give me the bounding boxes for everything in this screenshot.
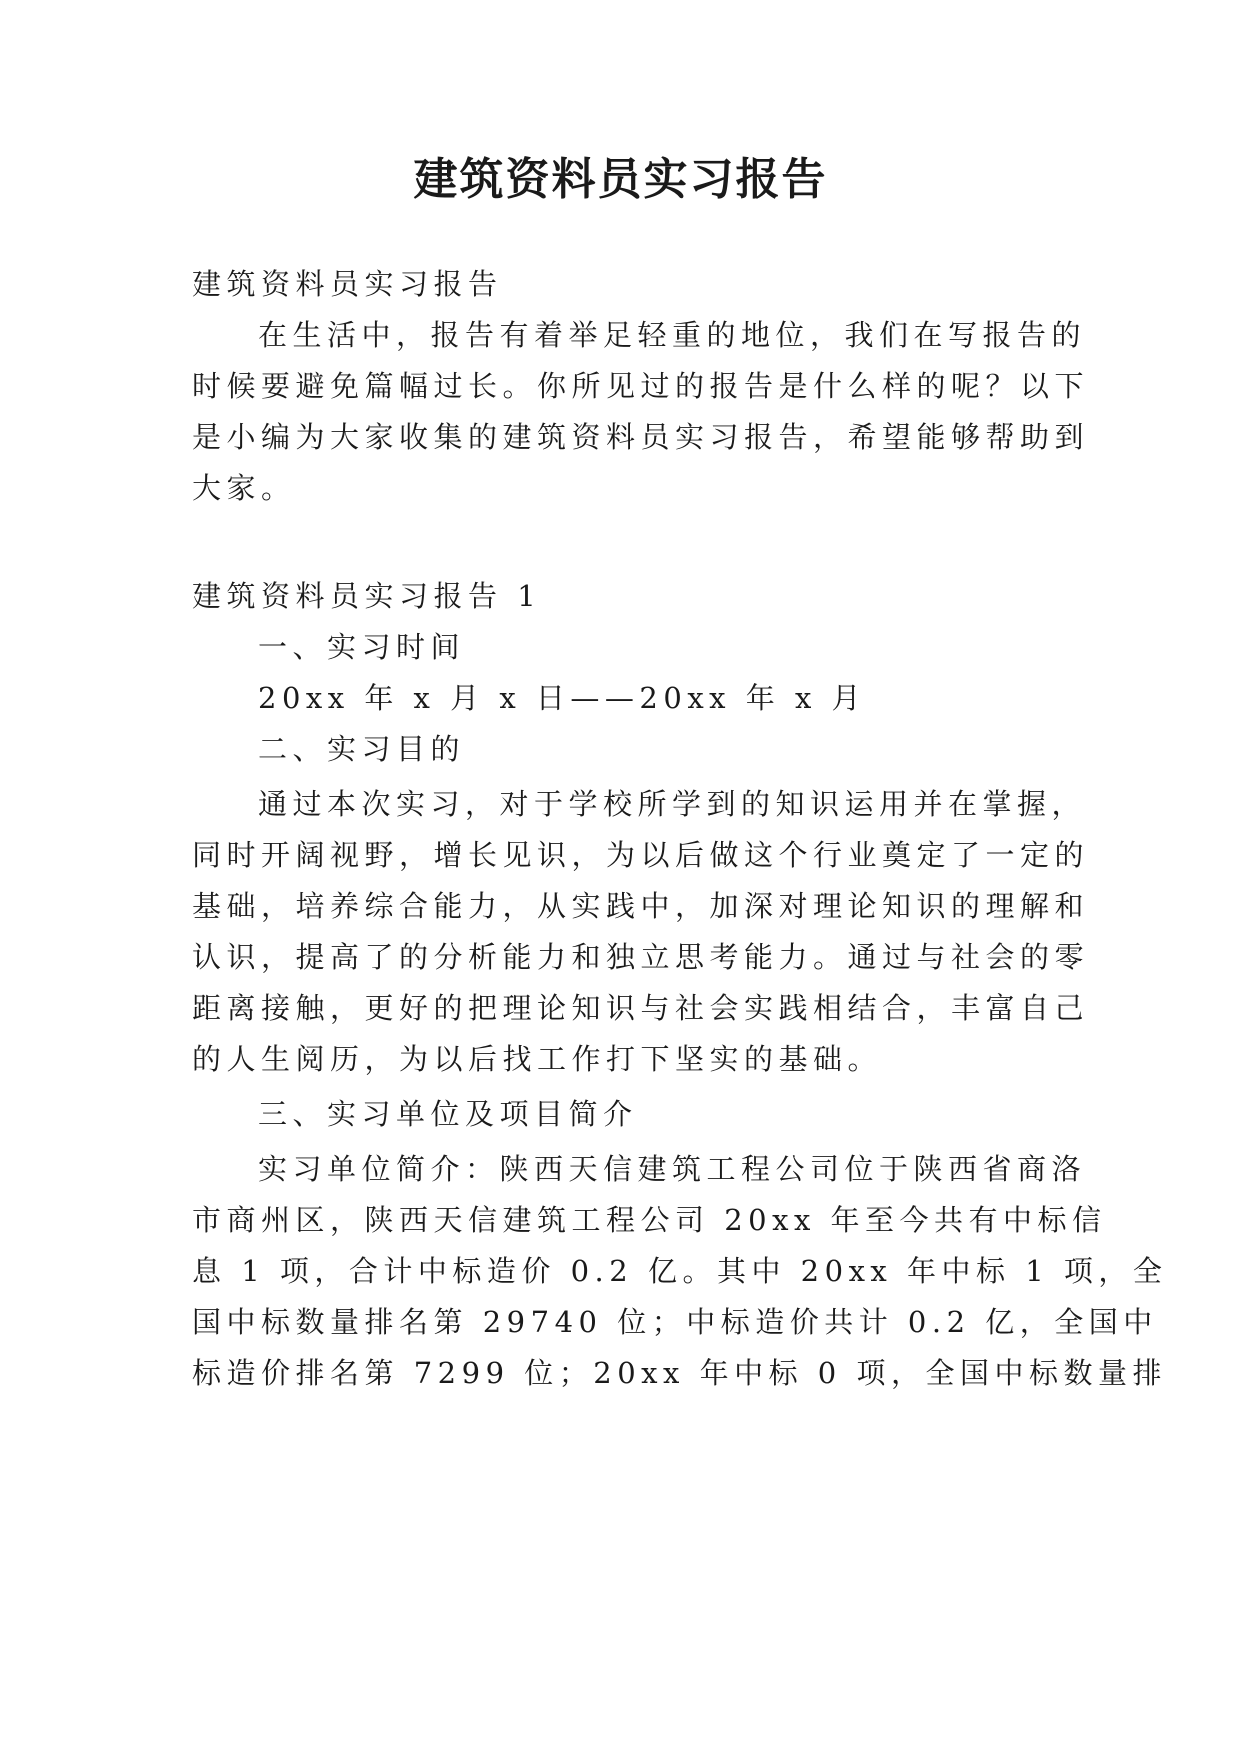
subheading-report: 建筑资料员实习报告 [192,267,503,301]
paragraph-line: 大家。 [192,471,296,505]
paragraph-line: 通过本次实习，对于学校所学到的知识运用并在掌握， [258,787,1087,821]
section-heading-purpose: 二、实习目的 [258,732,466,766]
section-heading-time: 一、实习时间 [258,630,466,664]
section-heading-unit: 三、实习单位及项目简介 [258,1097,638,1131]
paragraph-line: 市商州区，陕西天信建筑工程公司 20xx 年至今共有中标信 [192,1203,1107,1237]
section-heading-report-1: 建筑资料员实习报告 1 [192,579,542,613]
paragraph-line: 距离接触，更好的把理论知识与社会实践相结合，丰富自己 [192,991,1090,1025]
paragraph-line: 的人生阅历，为以后找工作打下坚实的基础。 [192,1042,883,1076]
paragraph-line: 是小编为大家收集的建筑资料员实习报告，希望能够帮助到 [192,420,1090,454]
internship-date-range: 20xx 年 x 月 x 日——20xx 年 x 月 [258,681,867,715]
document-title: 建筑资料员实习报告 [413,154,828,205]
paragraph-line: 认识，提高了的分析能力和独立思考能力。通过与社会的零 [192,940,1090,974]
paragraph-line: 时候要避免篇幅过长。你所见过的报告是什么样的呢？以下 [192,369,1090,403]
paragraph-line: 息 1 项，合计中标造价 0.2 亿。其中 20xx 年中标 1 项，全 [192,1254,1168,1288]
paragraph-line: 在生活中，报告有着举足轻重的地位，我们在写报告的 [258,318,1087,352]
paragraph-line: 基础，培养综合能力，从实践中，加深对理论知识的理解和 [192,889,1090,923]
paragraph-line: 同时开阔视野，增长见识，为以后做这个行业奠定了一定的 [192,838,1090,872]
paragraph-line: 实习单位简介：陕西天信建筑工程公司位于陕西省商洛 [258,1152,1087,1186]
paragraph-line: 国中标数量排名第 29740 位；中标造价共计 0.2 亿，全国中 [192,1305,1158,1339]
paragraph-line: 标造价排名第 7299 位；20xx 年中标 0 项，全国中标数量排 [192,1356,1167,1390]
